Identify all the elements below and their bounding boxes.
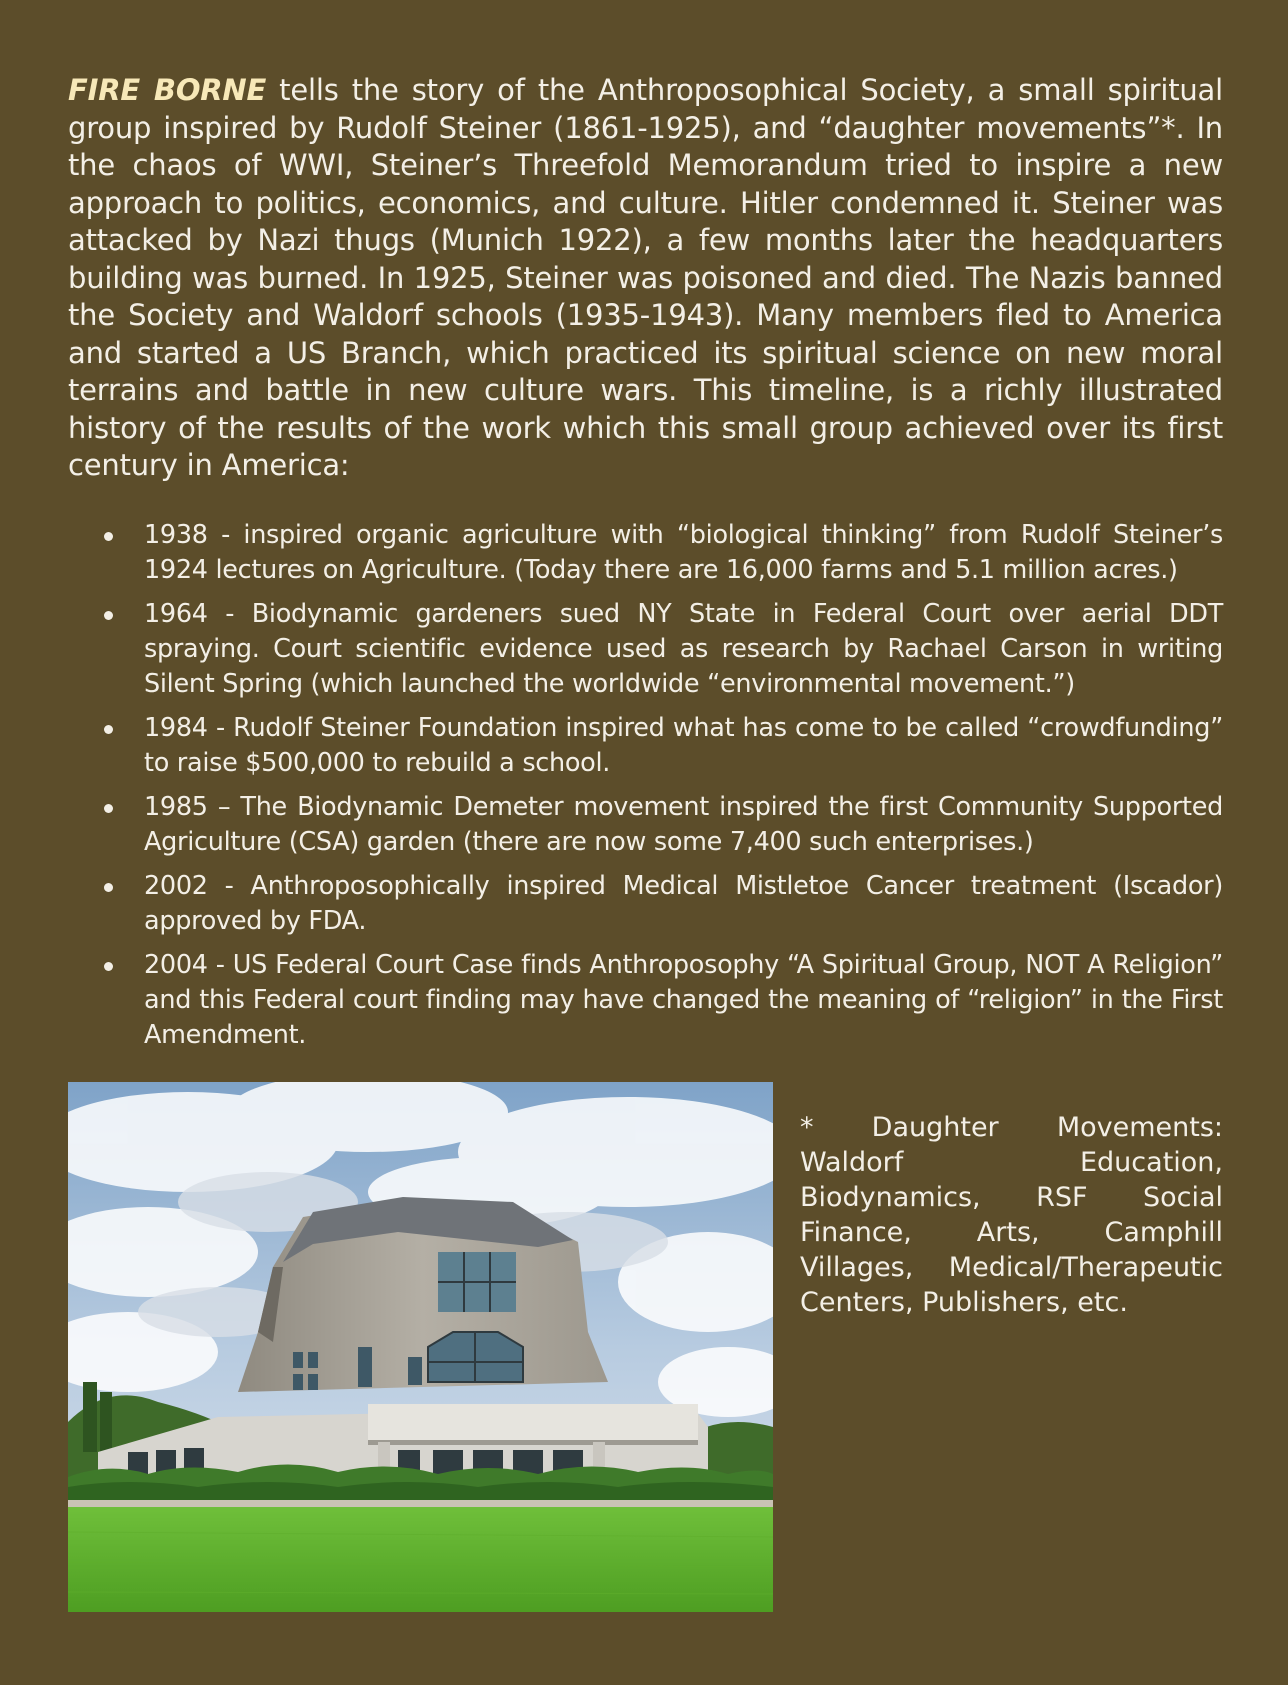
bullet-icon xyxy=(104,962,113,971)
bullet-icon xyxy=(104,883,113,892)
footnote: * Daughter Movements: Waldorf Education, Biodynamics, RSF Social Finance, Arts, Camphill Villages, Medical/Therapeutic Centers, Publishers, etc. xyxy=(800,1112,1223,1318)
timeline-list xyxy=(104,518,1223,1062)
bullet-icon xyxy=(104,804,113,813)
bullet-icon xyxy=(104,532,113,541)
bullet-icon xyxy=(104,611,113,620)
timeline-item xyxy=(104,790,1223,860)
building-photo xyxy=(68,1082,773,1612)
intro-text: tells the story of the Anthroposophical Society, a small spiritual group inspired by Rudolf Steiner (1861-1925), and “daughter movements”*. In the chaos of WWI, Steiner’s Threefold Memorandum tried to inspire a new approach to politics, economics, and culture. Hitler condemned it. Steiner was attacked by Nazi thugs (Munich 1922), a few months later the headquarters building was burned. In 1925, Steiner was poisoned and died. The Nazis banned the Society and Waldorf schools (1935-1943). Many members fled to America and started a US Branch, which practiced its spiritual science on new moral terrains and battle in new culture wars. This timeline, is a richly illustrated history of the results of the work which this small group achieved over its first century in America: xyxy=(68,73,1223,482)
timeline-item xyxy=(104,869,1223,939)
timeline-item xyxy=(104,518,1223,588)
timeline-item-text: 1964 - Biodynamic gardeners sued NY State in Federal Court over aerial DDT spraying. Court scientific evidence used as research by Rachael Carson in writing Silent Spring (which launched the worldwide “environmental movement.”) xyxy=(144,599,1223,699)
timeline-item xyxy=(104,948,1223,1053)
bullet-icon xyxy=(104,725,113,734)
timeline-item-text: 2004 - US Federal Court Case finds Anthroposophy “A Spiritual Group, NOT A Religion” and this Federal court finding may have changed the meaning of “religion” in the First Amendment. xyxy=(144,950,1223,1050)
intro-paragraph xyxy=(68,72,1223,485)
timeline-item-text: 1984 - Rudolf Steiner Foundation inspired what has come to be called “crowdfunding” to raise $500,000 to rebuild a school. xyxy=(144,713,1223,778)
timeline-item xyxy=(104,597,1223,702)
timeline-item-text: 2002 - Anthroposophically inspired Medical Mistletoe Cancer treatment (Iscador) approved by FDA. xyxy=(144,871,1223,936)
timeline-item-text: 1985 – The Biodynamic Demeter movement inspired the first Community Supported Agriculture (CSA) garden (there are now some 7,400 such enterprises.) xyxy=(144,792,1223,857)
timeline-item xyxy=(104,711,1223,781)
timeline-item-text: 1938 - inspired organic agriculture with “biological thinking” from Rudolf Steiner’s 1924 lectures on Agriculture. (Today there are 16,000 farms and 5.1 million acres.) xyxy=(144,520,1223,585)
book-title: FIRE BORNE xyxy=(68,73,267,107)
